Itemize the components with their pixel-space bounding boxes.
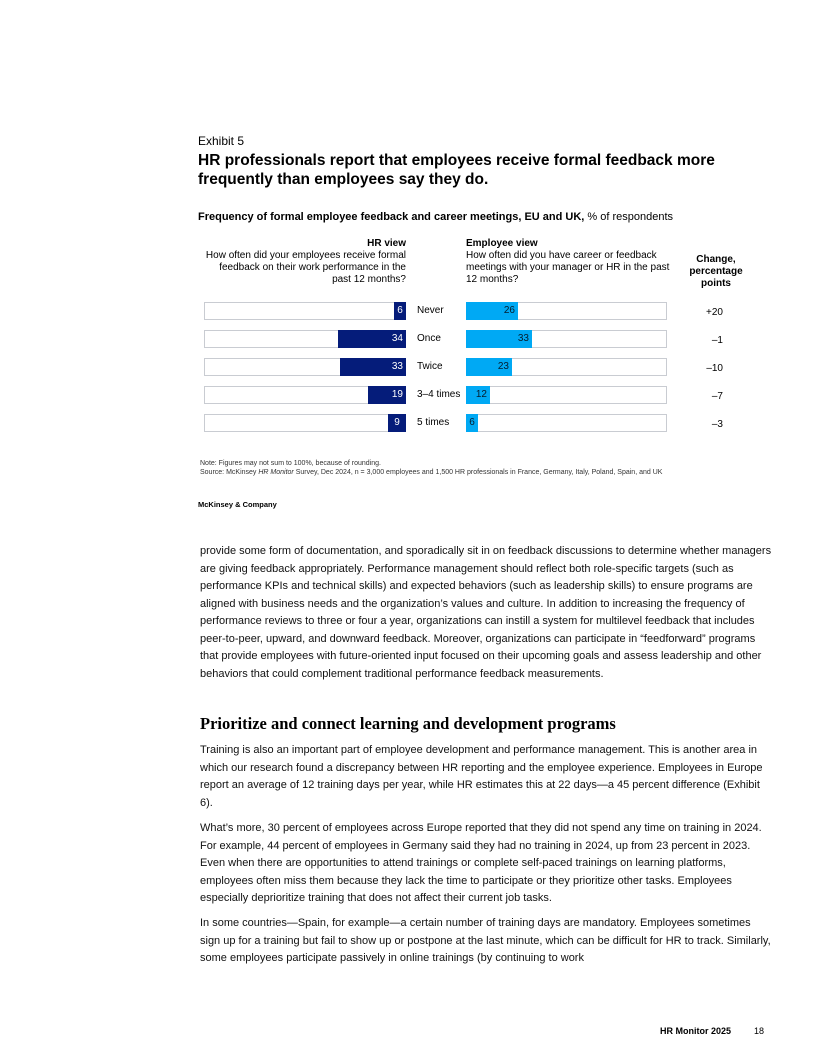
employee-bar-track	[466, 302, 667, 320]
hr-bar-track	[204, 302, 406, 320]
exhibit-title: HR professionals report that employees receive formal feedback more frequently than employees say they do.	[198, 152, 715, 188]
employee-bar-track	[466, 414, 667, 432]
section-heading: Prioritize and connect learning and development programs	[200, 714, 616, 733]
change-value: –7	[711, 391, 723, 402]
hr-view-question: How often did your employees receive formal feedback on their work performance in the past 12 months?	[205, 250, 406, 285]
note-text: Note: Figures may not sum to 100%, because of rounding.	[200, 460, 381, 467]
hr-bar: 33	[340, 358, 406, 376]
employee-bar: 6	[466, 414, 478, 432]
employee-bar: 23	[466, 358, 512, 376]
body-paragraph-1: provide some form of documentation, and sporadically sit in on feedback discussions to determine whether managers are giving feedback appropriately. Performance management should reflect both role-specific targets (such as performance KPIs and technical skills) and expected behaviors (such as leadership skills) to ensure programs are aligned with business needs and the organization’s values and culture. In addition to increasing the frequency of performance reviews to three or four a year, organizations can instill a system for multilevel feedback that includes peer-to-peer, upward, and downward feedback. Moreover, organizations can participate in “feedforward” programs that provide employees with future-oriented input focused on their upcoming goals and assess leadership and other behaviors that could complement traditional performance feedback measurements.	[200, 545, 772, 680]
footer-title: HR Monitor 2025	[660, 1026, 732, 1036]
employee-bar-track	[466, 358, 667, 376]
employee-bar-track	[466, 386, 667, 404]
employee-view-title: Employee view	[466, 238, 538, 249]
hr-bar: 6	[394, 302, 406, 320]
employee-view-question: How often did you have career or feedback meetings with your manager or HR in the past 12 months?	[466, 250, 670, 285]
category-label: 5 times	[417, 417, 450, 428]
change-value: –1	[711, 335, 723, 346]
category-label: Once	[417, 333, 441, 344]
change-value: –3	[711, 419, 723, 430]
hr-view-title: HR view	[367, 238, 406, 249]
hr-bar-track	[204, 358, 406, 376]
hr-view-header	[205, 238, 406, 286]
category-label: Never	[417, 305, 444, 316]
employee-bar: 12	[466, 386, 490, 404]
chart-subtitle	[198, 211, 673, 223]
change-value: +20	[706, 307, 723, 318]
category-label: 3–4 times	[417, 389, 461, 400]
change-header: Change, percentage points	[689, 254, 743, 289]
exhibit-label: Exhibit 5	[198, 134, 245, 148]
change-value: –10	[706, 363, 723, 374]
hr-bar-track	[204, 386, 406, 404]
hr-bar-track	[204, 414, 406, 432]
page-number: 18	[754, 1026, 765, 1036]
source-text: Source: McKinsey HR Monitor Survey, Dec 2024, n = 3,000 employees and 1,500 HR professionals in France, Germany, Italy, Poland, Spain, and UK	[200, 469, 663, 476]
employee-bar: 33	[466, 330, 532, 348]
body-paragraph-3: What’s more, 30 percent of employees across Europe reported that they did not spend any time on training in 2024. For example, 44 percent of employees in Germany said they had no training in 2024, up from 23 percent in 2023. Even when there are opportunities to attend trainings or complete self-paced trainings on learning platforms, employees often miss them because they lack the time to participate or they prioritize other tasks. Employees especially deprioritize training that does not affect their current job tasks.	[200, 822, 762, 904]
body-paragraph-2: Training is also an important part of employee development and performance management. This is another area in which our research found a discrepancy between HR reporting and the employee experience. Employees in Europe report an average of 12 training days per year, while HR estimates this at 22 days—a 45 percent difference (Exhibit 6).	[200, 744, 763, 809]
hr-bar-track	[204, 330, 406, 348]
employee-bar-track	[466, 330, 667, 348]
chart-unit: % of respondents	[587, 211, 674, 223]
employee-view-header	[466, 238, 676, 286]
brand-label: McKinsey & Company	[198, 500, 277, 509]
category-label: Twice	[417, 361, 443, 372]
body-paragraph-4: In some countries—Spain, for example—a certain number of training days are mandatory. Employees sometimes sign up for a training but fail to show up or postpone at the last minute, which can be difficult for HR to track. Similarly, some employees participate passively in online trainings (by continuing to work	[200, 917, 771, 964]
employee-bar: 26	[466, 302, 518, 320]
chart-notes	[200, 459, 662, 477]
hr-bar: 19	[368, 386, 406, 404]
hr-bar: 9	[388, 414, 406, 432]
hr-bar: 34	[338, 330, 406, 348]
chart-title: Frequency of formal employee feedback and career meetings, EU and UK,	[198, 211, 585, 223]
